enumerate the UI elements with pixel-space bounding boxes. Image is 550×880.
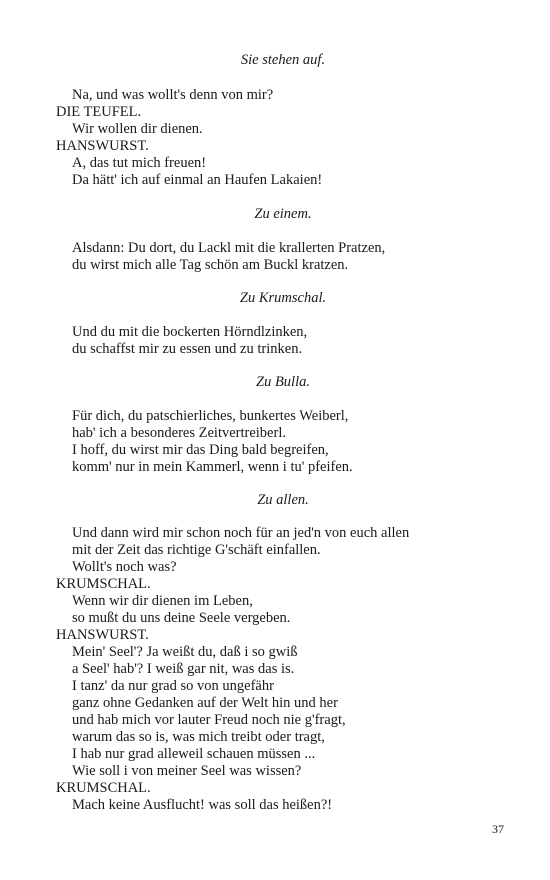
- speaker-name: HANSWURST.: [56, 627, 149, 643]
- page-number: 37: [492, 822, 504, 836]
- verse-line: I tanz' da nur grad so von ungefähr: [72, 678, 274, 694]
- stage-direction: Zu Bulla.: [256, 374, 310, 390]
- verse-line: Mein' Seel'? Ja weißt du, daß i so gwiß: [72, 644, 298, 660]
- verse-line: du wirst mich alle Tag schön am Buckl kratzen.: [72, 257, 349, 273]
- speaker-name: HANSWURST.: [56, 138, 149, 154]
- stage-direction: Zu allen.: [257, 492, 309, 508]
- verse-line: Wir wollen dir dienen.: [72, 121, 203, 137]
- speaker-name: KRUMSCHAL.: [56, 780, 151, 796]
- verse-line: hab' ich a besonderes Zeitvertreiberl.: [72, 425, 286, 441]
- verse-line: ganz ohne Gedanken auf der Welt hin und her: [72, 695, 338, 711]
- verse-line: I hoff, du wirst mir das Ding bald begreifen,: [72, 442, 329, 458]
- verse-line: Da hätt' ich auf einmal an Haufen Lakaien!: [72, 172, 323, 188]
- speaker-name: DIE TEUFEL.: [56, 104, 142, 120]
- verse-line: Und du mit die bockerten Hörndlzinken,: [72, 324, 308, 340]
- verse-line: Für dich, du patschierliches, bunkertes Weiberl,: [72, 408, 349, 424]
- stage-direction: Sie stehen auf.: [240, 52, 326, 68]
- verse-line: und hab mich vor lauter Freud noch nie g'fragt,: [72, 712, 346, 728]
- verse-line: du schaffst mir zu essen und zu trinken.: [72, 341, 303, 357]
- verse-line: a Seel' hab'? I weiß gar nit, was das is.: [72, 661, 295, 677]
- verse-line: komm' nur in mein Kammerl, wenn i tu' pfeifen.: [72, 459, 353, 475]
- verse-line: warum das so is, was mich treibt oder tragt,: [72, 729, 325, 745]
- verse-line: Wie soll i von meiner Seel was wissen?: [72, 763, 302, 779]
- verse-line: Na, und was wollt's denn von mir?: [72, 87, 274, 103]
- stage-direction: Zu Krumschal.: [239, 290, 327, 306]
- verse-line: Wenn wir dir dienen im Leben,: [72, 593, 253, 609]
- verse-line: Wollt's noch was?: [72, 559, 177, 575]
- verse-line: A, das tut mich freuen!: [72, 155, 207, 171]
- speaker-name: KRUMSCHAL.: [56, 576, 151, 592]
- verse-line: Alsdann: Du dort, du Lackl mit die krallerten Pratzen,: [72, 240, 386, 256]
- verse-line: so mußt du uns deine Seele vergeben.: [72, 610, 291, 626]
- verse-line: mit der Zeit das richtige G'schäft einfallen.: [72, 542, 321, 558]
- verse-line: I hab nur grad alleweil schauen müssen ...: [72, 746, 316, 762]
- verse-line: Und dann wird mir schon noch für an jed'n von euch allen: [72, 525, 410, 541]
- stage-direction: Zu einem.: [254, 206, 312, 222]
- verse-line: Mach keine Ausflucht! was soll das heißen?!: [72, 797, 333, 813]
